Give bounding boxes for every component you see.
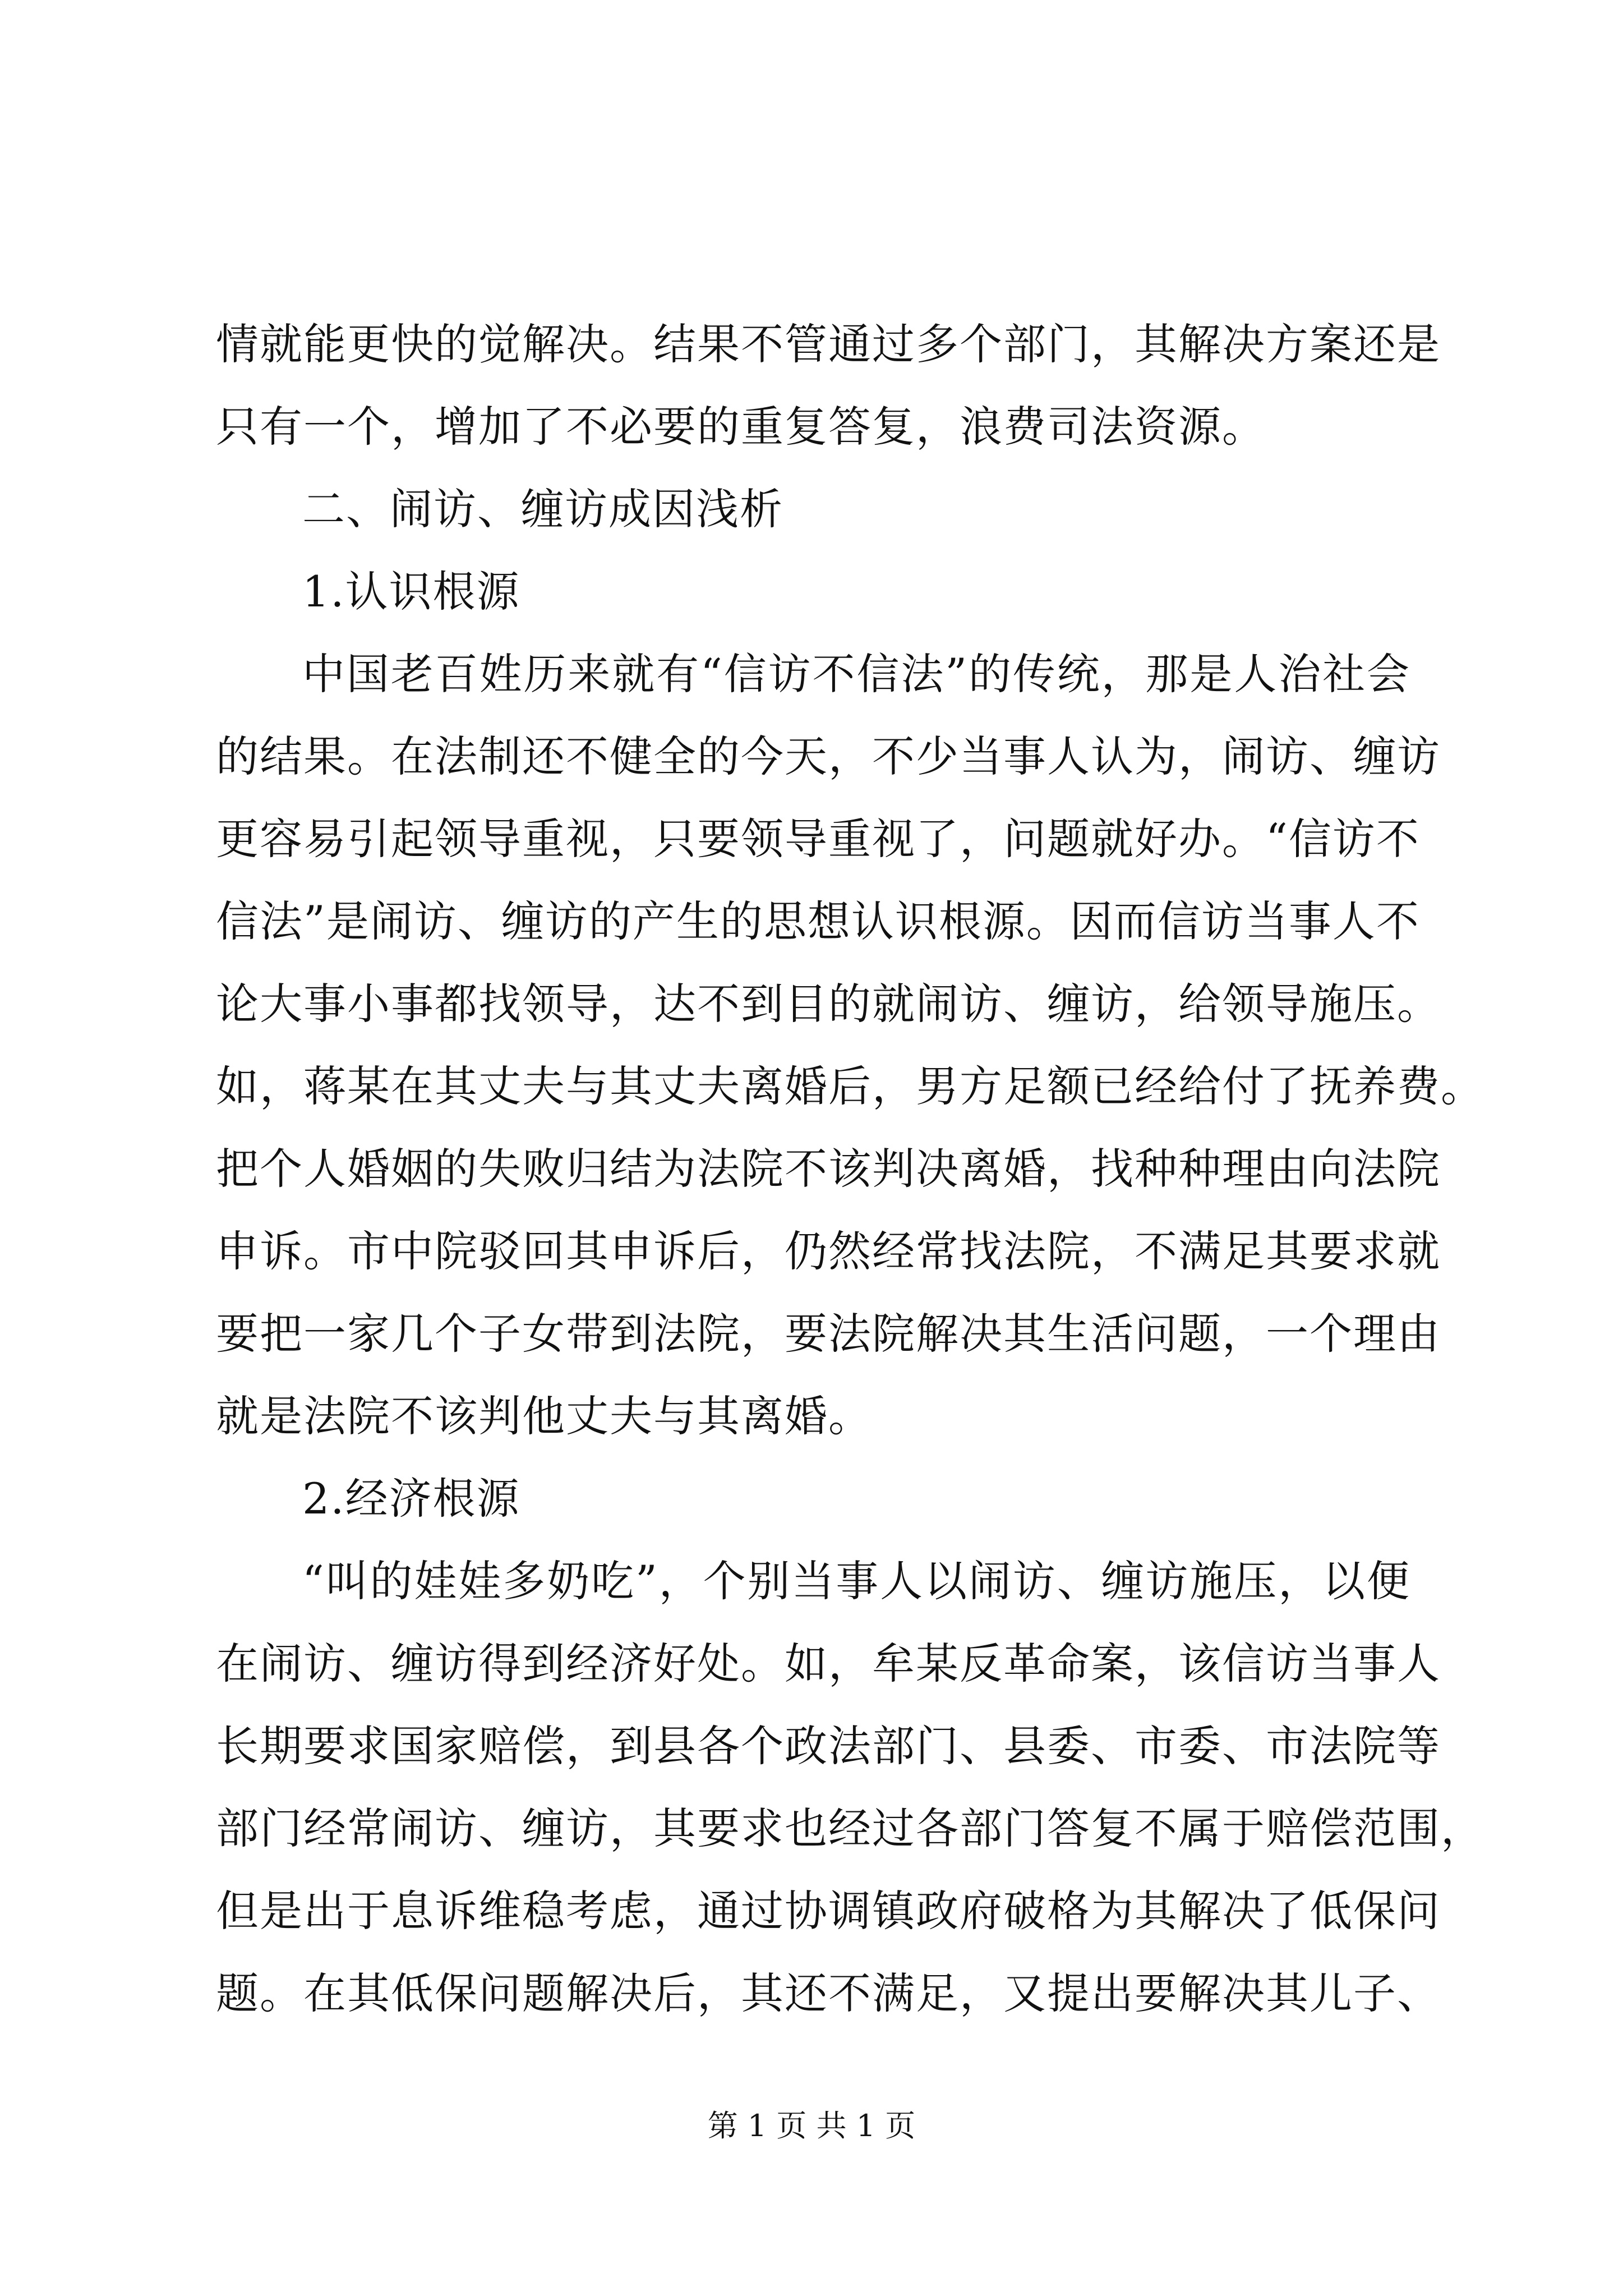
paragraph-line: 如，蒋某在其丈夫与其丈夫离婚后，男方足额已经给付了抚养费。: [216, 1061, 1484, 1111]
document-body: [216, 303, 1484, 2035]
page-number-footer: 第 1 页 共 1 页: [707, 2108, 916, 2143]
subsection-heading: 1.认识根源: [302, 567, 520, 616]
paragraph-line: 只有一个，增加了不必要的重复答复，浪费司法资源。: [216, 402, 1266, 452]
paragraph-line: “叫的娃娃多奶吃”，个别当事人以闹访、缠访施压，以便: [302, 1556, 1410, 1606]
paragraph-line: 情就能更快的觉解决。结果不管通过多个部门，其解决方案还是: [216, 319, 1441, 369]
paragraph-line: 把个人婚姻的失败归结为法院不该判决离婚，找种种理由向法院: [216, 1144, 1441, 1194]
paragraph-line: 更容易引起领导重视，只要领导重视了，问题就好办。“信访不: [216, 814, 1420, 864]
paragraph-line: 就是法院不该判他丈夫与其离婚。: [216, 1391, 872, 1441]
paragraph-line: 中国老百姓历来就有“信访不信法”的传统，那是人治社会: [302, 649, 1410, 699]
section-heading: 二、闹访、缠访成因浅析: [302, 484, 783, 534]
paragraph-line: 长期要求国家赔偿，到县各个政法部门、县委、市委、市法院等: [216, 1721, 1441, 1771]
paragraph-line: 题。在其低保问题解决后，其还不满足，又提出要解决其儿子、: [216, 1968, 1441, 2018]
subsection-heading: 2.经济根源: [302, 1474, 520, 1524]
paragraph-line: 的结果。在法制还不健全的今天，不少当事人认为，闹访、缠访: [216, 731, 1441, 781]
paragraph-line: 信法”是闹访、缠访的产生的思想认识根源。因而信访当事人不: [216, 896, 1420, 946]
paragraph-line: 申诉。市中院驳回其申诉后，仍然经常找法院，不满足其要求就: [216, 1226, 1441, 1276]
paragraph-line: 但是出于息诉维稳考虑，通过协调镇政府破格为其解决了低保问: [216, 1886, 1441, 1936]
paragraph-line: 论大事小事都找领导，达不到目的就闹访、缠访，给领导施压。: [216, 979, 1441, 1029]
paragraph-line: 部门经常闹访、缠访，其要求也经过各部门答复不属于赔偿范围，: [216, 1803, 1484, 1853]
paragraph-line: 要把一家几个子女带到法院，要法院解决其生活问题，一个理由: [216, 1309, 1441, 1359]
paragraph-line: 在闹访、缠访得到经济好处。如，牟某反革命案，该信访当事人: [216, 1639, 1441, 1688]
